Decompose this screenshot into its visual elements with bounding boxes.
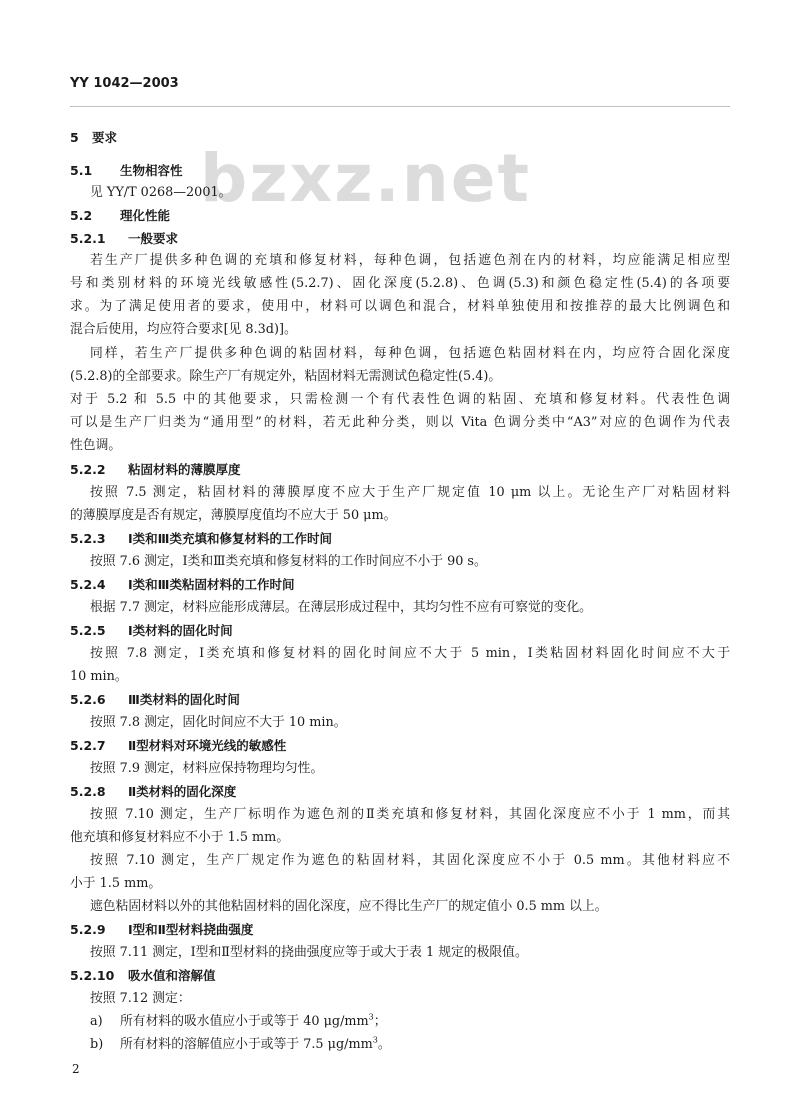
- paragraph-line: 小于 1.5 mm。: [70, 876, 162, 891]
- section-number: 5.2.5: [70, 623, 106, 638]
- paragraph-line: 号和类别材料的环境光线敏感性(5.2.7)、固化深度(5.2.8)、色调(5.3)和颜色稳定性(5.4)的各项要: [70, 276, 730, 291]
- section-5-2-7-heading: [70, 736, 286, 756]
- section-number: 5.2.7: [70, 738, 106, 753]
- paragraph-line: 对于 5.2 和 5.5 中的其他要求，只需检测一个有代表性色调的粘固、充填和修复材料。代表性色调: [70, 392, 730, 407]
- section-number: 5.2.2: [70, 462, 106, 477]
- section-title: Ⅰ类和Ⅲ类充填和修复材料的工作时间: [128, 531, 332, 546]
- paragraph-line: 按照 7.9 测定，材料应保持物理均匀性。: [90, 761, 324, 776]
- section-title: Ⅱ型材料对环境光线的敏感性: [128, 738, 287, 753]
- list-item-text: 所有材料的吸水值应小于或等于 40 μg/mm: [120, 1014, 369, 1029]
- paragraph-line: 求。为了满足使用者的要求，使用中，材料可以调色和混合，材料单独使用和按推荐的最大比例调色和: [70, 299, 730, 314]
- list-item-label: a): [90, 1014, 103, 1029]
- section-5-2-6-heading: [70, 690, 240, 710]
- paragraph-line: 同样，若生产厂提供多种色调的粘固材料，每种色调，包括遮色粘固材料在内，均应符合固化深度: [90, 346, 730, 361]
- list-item-tail: 。: [377, 1037, 391, 1052]
- section-5-heading: [70, 128, 117, 148]
- paragraph-line: 混合后使用，均应符合要求[见 8.3d)]。: [70, 322, 297, 337]
- section-5-2-4-heading: [70, 575, 294, 595]
- section-number: 5.2.3: [70, 531, 106, 546]
- section-title: Ⅲ类材料的固化时间: [128, 692, 240, 707]
- section-5-1-heading: [70, 161, 183, 181]
- section-number: 5.2.4: [70, 577, 106, 592]
- section-number: 5.2.8: [70, 784, 106, 799]
- paragraph-line: 的薄膜厚度是否有规定，薄膜厚度值均不应大于 50 μm。: [70, 508, 397, 523]
- paragraph-line: (5.2.8)的全部要求。除生产厂有规定外，粘固材料无需测试色稳定性(5.4)。: [70, 369, 502, 384]
- paragraph-line: 可以是生产厂归类为“通用型”的材料，若无此种分类，则以 Vita 色调分类中“A3”对应的色调作为代表: [70, 415, 730, 430]
- paragraph-line: 根据 7.7 测定，材料应能形成薄层。在薄层形成过程中，其均匀性不应有可察觉的变化。: [90, 600, 592, 615]
- section-5-2-1-heading: [70, 229, 178, 249]
- paragraph-line: 他充填和修复材料应不小于 1.5 mm。: [70, 830, 290, 845]
- paragraph-line: 按照 7.10 测定，生产厂标明作为遮色剂的Ⅱ类充填和修复材料，其固化深度应不小于 1 mm，而其: [90, 807, 730, 822]
- list-item-tail: ；: [373, 1014, 387, 1029]
- section-number: 5.2.6: [70, 692, 106, 707]
- section-number: 5.2.1: [70, 231, 106, 246]
- watermark: bzxz.net: [200, 140, 532, 217]
- paragraph-line: 按照 7.12 测定：: [90, 991, 191, 1006]
- paragraph-line: 按照 7.8 测定，固化时间应不大于 10 min。: [90, 715, 347, 730]
- paragraph-line: 10 min。: [70, 669, 128, 684]
- section-title: 粘固材料的薄膜厚度: [128, 462, 241, 477]
- page-number: 2: [72, 1062, 80, 1076]
- section-title: 一般要求: [128, 231, 179, 246]
- list-item-b: [90, 1035, 391, 1055]
- section-5-2-9-heading: [70, 920, 253, 940]
- section-title: 要求: [92, 130, 118, 145]
- paragraph-line: 若生产厂提供多种色调的充填和修复材料，每种色调，包括遮色剂在内的材料，均应能满足相应型: [90, 253, 730, 268]
- section-number: 5: [70, 130, 79, 145]
- section-title: 生物相容性: [120, 163, 183, 178]
- section-number: 5.2.9: [70, 922, 106, 937]
- section-5-1-text: 见 YY/T 0268—2001。: [90, 185, 232, 200]
- section-title: Ⅰ类材料的固化时间: [128, 623, 233, 638]
- section-number: 5.2.10: [70, 968, 115, 983]
- paragraph-line: 按照 7.8 测定，Ⅰ类充填和修复材料的固化时间应不大于 5 min，Ⅰ类粘固材料固化时间应不大于: [90, 646, 730, 661]
- section-5-2-3-heading: [70, 529, 332, 549]
- paragraph-line: 按照 7.6 测定，Ⅰ类和Ⅲ类充填和修复材料的工作时间应不小于 90 s。: [90, 554, 487, 569]
- paragraph-line: 性色调。: [70, 438, 122, 453]
- section-5-2-8-heading: [70, 782, 236, 802]
- section-5-2-heading: [70, 206, 170, 226]
- list-item-label: b): [90, 1037, 104, 1052]
- paragraph-line: 按照 7.11 测定，Ⅰ型和Ⅱ型材料的挠曲强度应等于或大于表 1 规定的极限值。: [90, 945, 528, 960]
- superscript: 3: [372, 1035, 378, 1045]
- section-title: 吸水值和溶解值: [128, 968, 216, 983]
- header-rule: [70, 106, 730, 107]
- paragraph-line: 遮色粘固材料以外的其他粘固材料的固化深度，应不得比生产厂的规定值小 0.5 mm 以上。: [90, 899, 608, 914]
- section-title: 理化性能: [120, 208, 171, 223]
- section-5-2-10-heading: [70, 966, 216, 986]
- section-title: Ⅱ类材料的固化深度: [128, 784, 237, 799]
- document-number: YY 1042—2003: [70, 76, 179, 91]
- section-number: 5.1: [70, 163, 93, 178]
- section-5-2-2-heading: [70, 460, 241, 480]
- list-item-text: 所有材料的溶解值应小于或等于 7.5 μg/mm: [120, 1037, 373, 1052]
- section-title: Ⅰ类和Ⅲ类粘固材料的工作时间: [128, 577, 295, 592]
- paragraph-line: 按照 7.5 测定，粘固材料的薄膜厚度不应大于生产厂规定值 10 μm 以上。无论生产厂对粘固材料: [90, 485, 730, 500]
- section-5-2-5-heading: [70, 621, 233, 641]
- section-number: 5.2: [70, 208, 93, 223]
- section-title: Ⅰ型和Ⅱ型材料挠曲强度: [128, 922, 254, 937]
- superscript: 3: [368, 1012, 374, 1022]
- list-item-a: [90, 1012, 387, 1032]
- paragraph-line: 按照 7.10 测定，生产厂规定作为遮色的粘固材料，其固化深度应不小于 0.5 mm。其他材料应不: [90, 853, 730, 868]
